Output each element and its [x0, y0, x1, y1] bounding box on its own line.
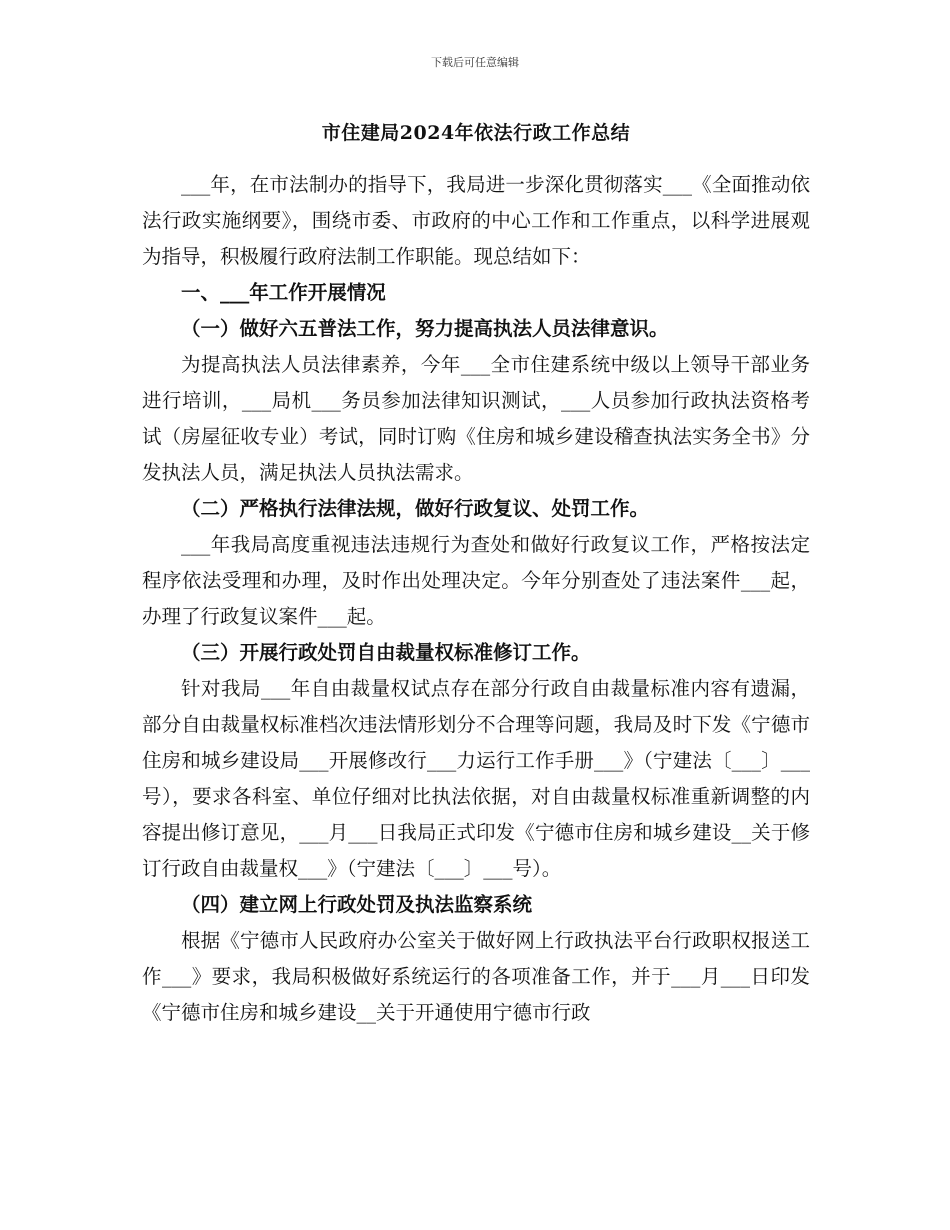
subsection-paragraph-4: 根据《宁德市人民政府办公室关于做好网上行政执法平台行政职权报送工作___》要求，我局积极做好系统运行的各项准备工作，并于___月___日印发《宁德市住房和城乡建设__关于开通使用宁德市行政 [142, 929, 810, 1024]
subsection-heading-1: （一）做好六五普法工作，努力提高执法人员法律意识。 [181, 317, 669, 340]
subsection-heading-4: （四）建立网上行政处罚及执法监察系统 [181, 893, 533, 916]
header-note: 下载后可任意编辑 [431, 56, 519, 69]
subsection-paragraph-1: 为提高执法人员法律素养，今年___全市住建系统中级以上领导干部业务进行培训，___局机___务员参加法律知识测试，___人员参加行政执法资格考试（房屋征收专业）考试，同时订购《住房和城乡建设稽查执法实务全书》分发执法人员，满足执法人员执法需求。 [142, 353, 810, 484]
intro-paragraph: ___年，在市法制办的指导下，我局进一步深化贯彻落实___《全面推动依法行政实施纲要》，围绕市委、市政府的中心工作和工作重点，以科学进展观为指导，积极履行政府法制工作职能。现总结如下： [142, 173, 810, 268]
section-heading-1: 一、___年工作开展情况 [181, 281, 386, 304]
subsection-paragraph-2: ___年我局高度重视违法违规行为查处和做好行政复议工作，严格按法定程序依法受理和办理，及时作出处理决定。今年分别查处了违法案件___起，办理了行政复议案件___起。 [142, 533, 810, 628]
document-title: 市住建局2024年依法行政工作总结 [321, 122, 631, 144]
subsection-heading-3: （三）开展行政处罚自由裁量权标准修订工作。 [181, 641, 591, 664]
subsection-paragraph-3: 针对我局___年自由裁量权试点存在部分行政自由裁量标准内容有遗漏，部分自由裁量权标准档次违法情形划分不合理等问题，我局及时下发《宁德市住房和城乡建设局___开展修改行___力运行工作手册___》（宁建法〔___〕___号），要求各科室、单位仔细对比执法依据，对自由裁量权标准重新调整的内容提出修订意见，___月___日我局正式印发《宁德市住房和城乡建设__关于修订行政自由裁量权___》（宁建法〔___〕___号）。 [142, 677, 810, 880]
document-body [142, 118, 810, 1031]
subsection-heading-2: （二）严格执行法律法规，做好行政复议、处罚工作。 [181, 497, 650, 520]
